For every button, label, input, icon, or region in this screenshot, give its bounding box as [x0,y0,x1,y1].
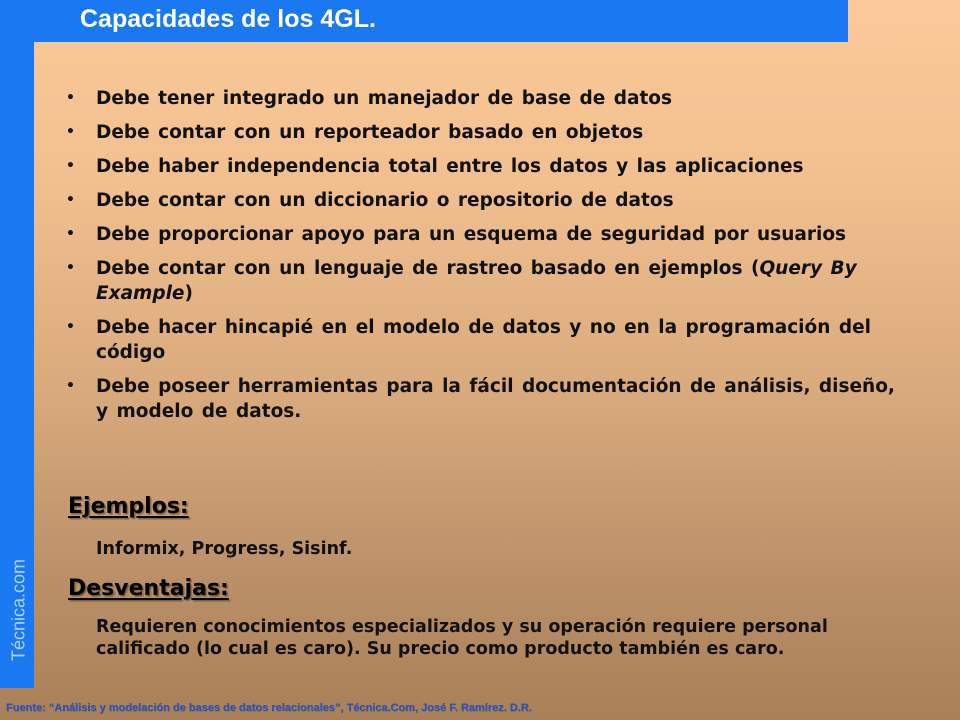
list-item-text: Debe contar con un diccionario o repositorio de datos [96,190,674,211]
list-item [64,222,912,247]
list-item [64,86,912,111]
list-item [64,120,912,145]
disadvantages-text: Requieren conocimientos especializados y su operación requiere personal calificado (lo cual es caro). Su precio como producto también es caro. [96,617,828,659]
bullet-icon: • [66,192,75,208]
list-item [64,315,912,365]
bullet-icon: • [66,90,75,106]
title-bar [34,0,848,42]
list-item [64,374,912,424]
list-item-text: Debe hacer hincapié en el modelo de datos y no en la programación del código [96,317,871,363]
disadvantages-heading: Desventajas: [68,576,229,601]
list-item-text: Debe tener integrado un manejador de base de datos [96,88,673,109]
list-item [64,188,912,213]
list-item-text: Debe haber independencia total entre los datos y las aplicaciones [96,156,804,177]
list-item-text: Debe contar con un reporteador basado en objetos [96,122,644,143]
bullet-icon: • [66,260,75,276]
list-item-text-italic: Query By Example [96,258,857,304]
bullet-icon: • [66,319,75,335]
list-item-text-start: Debe contar con un lenguaje de rastreo basado en ejemplos ( [96,258,760,279]
list-item-text: Debe proporcionar apoyo para un esquema de seguridad por usuarios [96,224,847,245]
bullet-icon: • [66,158,75,174]
brand-label: Técnica.com [8,558,29,662]
examples-heading: Ejemplos: [68,494,189,519]
source-footer: Fuente: “Análisis y modelación de bases de datos relacionales”, Técnica.Com, José F. Ramírez. D.R. [6,702,532,714]
bullet-icon: • [66,226,75,242]
list-item [64,154,912,179]
page-title: Capacidades de los 4GL. [80,5,376,33]
sidebar-band [0,0,34,688]
list-item-text: Debe poseer herramientas para la fácil documentación de análisis, diseño, y modelo de datos. [96,376,895,422]
examples-text: Informix, Progress, Sisinf. [96,539,353,559]
capabilities-list [64,86,912,433]
list-item [64,256,912,306]
list-item-text [96,258,857,304]
bullet-icon: • [66,124,75,140]
bullet-icon: • [66,378,75,394]
list-item-text-end: ) [184,283,193,304]
